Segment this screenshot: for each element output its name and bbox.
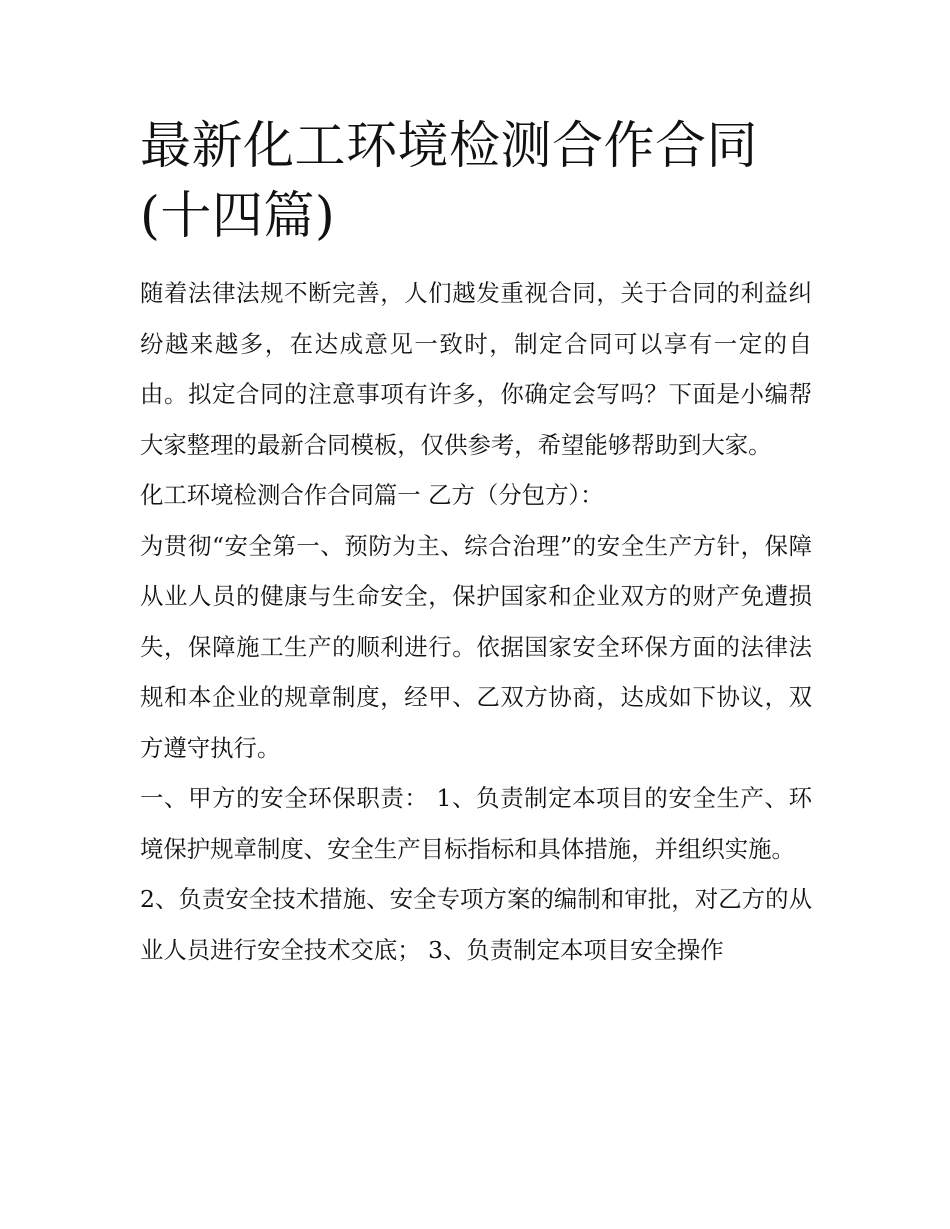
document-body xyxy=(140,112,812,975)
purpose-paragraph: 为贯彻“安全第一、预防为主、综合治理”的安全生产方针，保障从业人员的健康与生命安全，保护国家和企业双方的财产免遭损失，保障施工生产的顺利进行。依据国家安全环保方面的法律法规和本企业的规章制度，经甲、乙双方协商，达成如下协议，双方遵守执行。 xyxy=(140,531,812,762)
intro-paragraph: 随着法律法规不断完善，人们越发重视合同，关于合同的利益纠纷越来越多，在达成意见一致时，制定合同可以享有一定的自由。拟定合同的注意事项有许多，你确定会写吗？下面是小编帮大家整理的最新合同模板，仅供参考，希望能够帮助到大家。 xyxy=(140,279,812,459)
party-a-duties-paragraph: 一、甲方的安全环保职责： 1、负责制定本项目的安全生产、环境保护规章制度、安全生产目标指标和具体措施，并组织实施。 xyxy=(140,784,812,863)
document-title: 最新化工环境检测合作合同(十四篇) xyxy=(140,117,759,246)
section-heading-1: 化工环境检测合作合同篇一 乙方（分包方）： xyxy=(140,481,604,509)
duties-continued-paragraph: 2、负责安全技术措施、安全专项方案的编制和审批，对乙方的从业人员进行安全技术交底； 3、负责制定本项目安全操作 xyxy=(140,885,812,964)
